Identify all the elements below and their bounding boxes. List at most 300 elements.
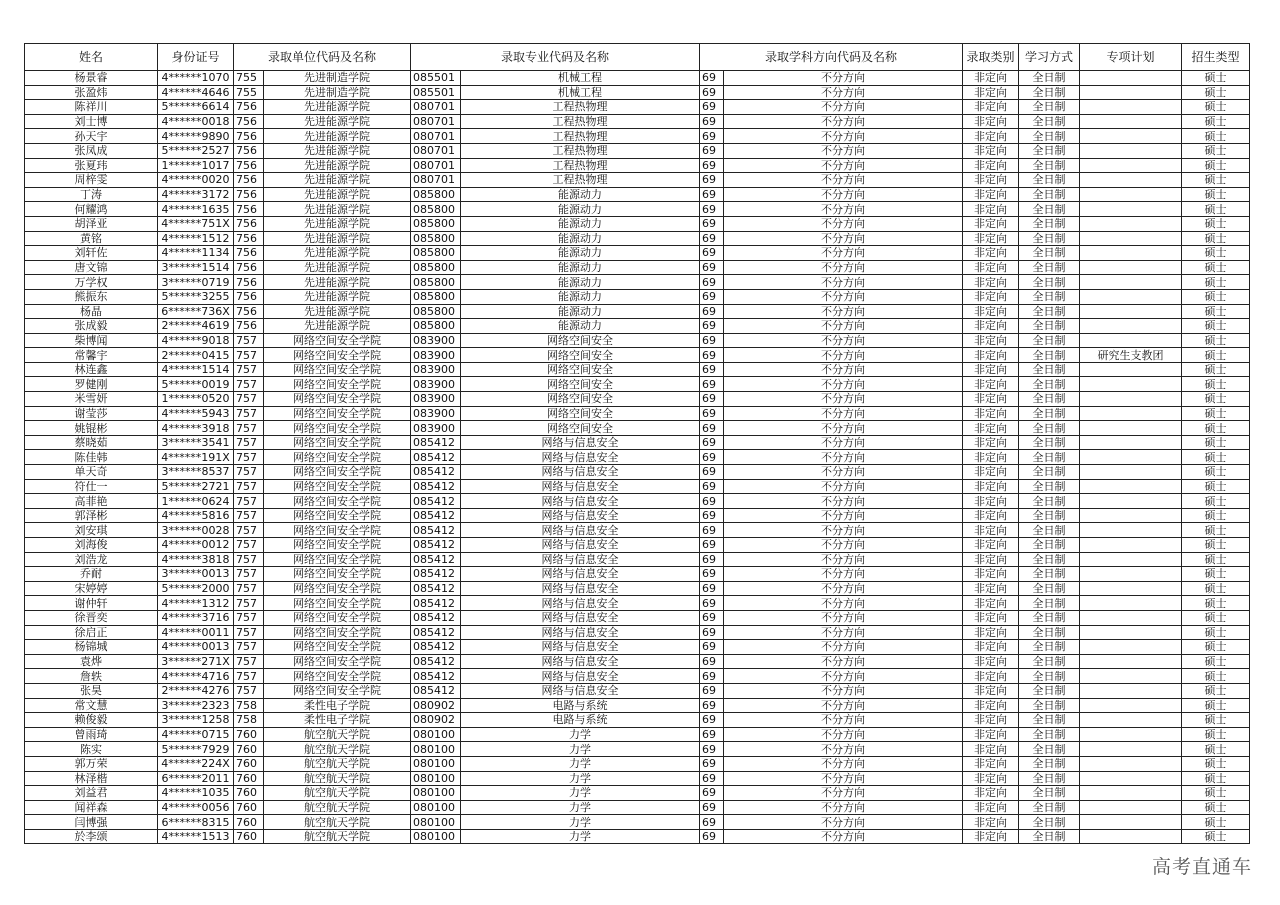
- study-mode-cell: 全日制: [1019, 231, 1080, 246]
- admission-category-cell: 非定向: [963, 727, 1019, 742]
- special-plan-cell: [1080, 771, 1182, 786]
- major-code-cell: 085412: [411, 625, 461, 640]
- id-number-cell: 4******0715: [158, 727, 234, 742]
- major-code-cell: 080100: [411, 786, 461, 801]
- admission-category-cell: 非定向: [963, 421, 1019, 436]
- unit-name-cell: 先进能源学院: [264, 173, 411, 188]
- study-mode-cell: 全日制: [1019, 275, 1080, 290]
- name-cell: 詹轶: [25, 669, 158, 684]
- header-name: 姓名: [25, 44, 158, 71]
- direction-code-cell: 69: [700, 158, 724, 173]
- unit-name-cell: 先进能源学院: [264, 187, 411, 202]
- special-plan-cell: [1080, 742, 1182, 757]
- enrollment-type-cell: 硕士: [1182, 771, 1250, 786]
- id-number-cell: 4******3716: [158, 610, 234, 625]
- study-mode-cell: 全日制: [1019, 129, 1080, 144]
- special-plan-cell: [1080, 377, 1182, 392]
- admission-category-cell: 非定向: [963, 756, 1019, 771]
- name-cell: 刘安琪: [25, 523, 158, 538]
- unit-code-cell: 756: [234, 158, 264, 173]
- direction-name-cell: 不分方向: [724, 698, 963, 713]
- unit-code-cell: 757: [234, 348, 264, 363]
- major-code-cell: 080701: [411, 114, 461, 129]
- enrollment-type-cell: 硕士: [1182, 392, 1250, 407]
- enrollment-type-cell: 硕士: [1182, 508, 1250, 523]
- direction-name-cell: 不分方向: [724, 421, 963, 436]
- table-row: [25, 523, 1250, 538]
- name-cell: 丁涛: [25, 187, 158, 202]
- study-mode-cell: 全日制: [1019, 625, 1080, 640]
- unit-code-cell: 757: [234, 435, 264, 450]
- special-plan-cell: [1080, 786, 1182, 801]
- unit-name-cell: 航空航天学院: [264, 815, 411, 830]
- name-cell: 柴博闻: [25, 333, 158, 348]
- enrollment-type-cell: 硕士: [1182, 71, 1250, 86]
- unit-name-cell: 航空航天学院: [264, 756, 411, 771]
- study-mode-cell: 全日制: [1019, 713, 1080, 728]
- name-cell: 周梓雯: [25, 173, 158, 188]
- unit-code-cell: 757: [234, 625, 264, 640]
- direction-name-cell: 不分方向: [724, 333, 963, 348]
- direction-name-cell: 不分方向: [724, 742, 963, 757]
- table-row: [25, 610, 1250, 625]
- admission-category-cell: 非定向: [963, 742, 1019, 757]
- major-code-cell: 080701: [411, 129, 461, 144]
- id-number-cell: 2******0415: [158, 348, 234, 363]
- major-name-cell: 能源动力: [461, 202, 700, 217]
- direction-code-cell: 69: [700, 406, 724, 421]
- direction-code-cell: 69: [700, 654, 724, 669]
- admission-category-cell: 非定向: [963, 567, 1019, 582]
- unit-name-cell: 先进制造学院: [264, 85, 411, 100]
- unit-name-cell: 柔性电子学院: [264, 698, 411, 713]
- study-mode-cell: 全日制: [1019, 71, 1080, 86]
- unit-code-cell: 756: [234, 143, 264, 158]
- study-mode-cell: 全日制: [1019, 450, 1080, 465]
- direction-name-cell: 不分方向: [724, 508, 963, 523]
- enrollment-type-cell: 硕士: [1182, 173, 1250, 188]
- special-plan-cell: [1080, 173, 1182, 188]
- special-plan-cell: [1080, 800, 1182, 815]
- id-number-cell: 5******7929: [158, 742, 234, 757]
- special-plan-cell: [1080, 727, 1182, 742]
- name-cell: 杨锦城: [25, 640, 158, 655]
- name-cell: 常文慧: [25, 698, 158, 713]
- unit-code-cell: 755: [234, 71, 264, 86]
- study-mode-cell: 全日制: [1019, 640, 1080, 655]
- header-enrollment-type: 招生类型: [1182, 44, 1250, 71]
- id-number-cell: 4******0011: [158, 625, 234, 640]
- id-number-cell: 5******2721: [158, 479, 234, 494]
- special-plan-cell: [1080, 654, 1182, 669]
- name-cell: 符仕一: [25, 479, 158, 494]
- major-name-cell: 网络与信息安全: [461, 494, 700, 509]
- major-code-cell: 080100: [411, 742, 461, 757]
- direction-code-cell: 69: [700, 392, 724, 407]
- major-code-cell: 085412: [411, 523, 461, 538]
- major-name-cell: 力学: [461, 815, 700, 830]
- unit-code-cell: 756: [234, 304, 264, 319]
- id-number-cell: 5******0019: [158, 377, 234, 392]
- id-number-cell: 4******3918: [158, 421, 234, 436]
- name-cell: 张凤成: [25, 143, 158, 158]
- id-number-cell: 4******1134: [158, 246, 234, 261]
- direction-name-cell: 不分方向: [724, 187, 963, 202]
- study-mode-cell: 全日制: [1019, 596, 1080, 611]
- table-row: [25, 450, 1250, 465]
- direction-code-cell: 69: [700, 129, 724, 144]
- name-cell: 於李颂: [25, 829, 158, 844]
- major-name-cell: 能源动力: [461, 246, 700, 261]
- direction-name-cell: 不分方向: [724, 348, 963, 363]
- special-plan-cell: [1080, 319, 1182, 334]
- direction-code-cell: 69: [700, 202, 724, 217]
- direction-code-cell: 69: [700, 100, 724, 115]
- header-special-plan: 专项计划: [1080, 44, 1182, 71]
- direction-code-cell: 69: [700, 231, 724, 246]
- study-mode-cell: 全日制: [1019, 552, 1080, 567]
- name-cell: 张夏玮: [25, 158, 158, 173]
- admission-category-cell: 非定向: [963, 289, 1019, 304]
- enrollment-type-cell: 硕士: [1182, 727, 1250, 742]
- major-name-cell: 网络空间安全: [461, 377, 700, 392]
- table-body: [25, 71, 1250, 844]
- study-mode-cell: 全日制: [1019, 494, 1080, 509]
- unit-code-cell: 760: [234, 727, 264, 742]
- unit-name-cell: 先进能源学院: [264, 216, 411, 231]
- study-mode-cell: 全日制: [1019, 392, 1080, 407]
- study-mode-cell: 全日制: [1019, 786, 1080, 801]
- unit-code-cell: 757: [234, 567, 264, 582]
- direction-name-cell: 不分方向: [724, 114, 963, 129]
- direction-name-cell: 不分方向: [724, 771, 963, 786]
- direction-name-cell: 不分方向: [724, 756, 963, 771]
- id-number-cell: 1******1017: [158, 158, 234, 173]
- name-cell: 林连鑫: [25, 362, 158, 377]
- unit-name-cell: 网络空间安全学院: [264, 348, 411, 363]
- table-row: [25, 216, 1250, 231]
- special-plan-cell: [1080, 494, 1182, 509]
- table-row: [25, 289, 1250, 304]
- major-name-cell: 力学: [461, 771, 700, 786]
- table-header-row: [25, 44, 1250, 71]
- name-cell: 郭万荣: [25, 756, 158, 771]
- major-code-cell: 083900: [411, 421, 461, 436]
- id-number-cell: 4******1635: [158, 202, 234, 217]
- direction-code-cell: 69: [700, 435, 724, 450]
- admission-category-cell: 非定向: [963, 319, 1019, 334]
- unit-code-cell: 757: [234, 392, 264, 407]
- special-plan-cell: [1080, 669, 1182, 684]
- direction-name-cell: 不分方向: [724, 71, 963, 86]
- id-number-cell: 4******5943: [158, 406, 234, 421]
- id-number-cell: 4******751X: [158, 216, 234, 231]
- study-mode-cell: 全日制: [1019, 771, 1080, 786]
- table-row: [25, 756, 1250, 771]
- header-admission-category: 录取类别: [963, 44, 1019, 71]
- major-code-cell: 080701: [411, 158, 461, 173]
- id-number-cell: 3******1514: [158, 260, 234, 275]
- direction-code-cell: 69: [700, 450, 724, 465]
- major-code-cell: 080100: [411, 727, 461, 742]
- study-mode-cell: 全日制: [1019, 756, 1080, 771]
- major-code-cell: 085800: [411, 246, 461, 261]
- study-mode-cell: 全日制: [1019, 348, 1080, 363]
- major-code-cell: 080100: [411, 771, 461, 786]
- major-code-cell: 085412: [411, 508, 461, 523]
- unit-code-cell: 757: [234, 552, 264, 567]
- table-row: [25, 669, 1250, 684]
- major-code-cell: 085412: [411, 683, 461, 698]
- enrollment-type-cell: 硕士: [1182, 435, 1250, 450]
- table-row: [25, 538, 1250, 553]
- name-cell: 袁烨: [25, 654, 158, 669]
- id-number-cell: 4******1513: [158, 829, 234, 844]
- enrollment-type-cell: 硕士: [1182, 756, 1250, 771]
- unit-code-cell: 756: [234, 231, 264, 246]
- direction-name-cell: 不分方向: [724, 202, 963, 217]
- direction-name-cell: 不分方向: [724, 392, 963, 407]
- unit-code-cell: 758: [234, 698, 264, 713]
- table-row: [25, 683, 1250, 698]
- unit-code-cell: 757: [234, 450, 264, 465]
- direction-name-cell: 不分方向: [724, 465, 963, 480]
- id-number-cell: 4******1312: [158, 596, 234, 611]
- special-plan-cell: [1080, 275, 1182, 290]
- major-code-cell: 085412: [411, 479, 461, 494]
- enrollment-type-cell: 硕士: [1182, 494, 1250, 509]
- table-row: [25, 596, 1250, 611]
- major-name-cell: 工程热物理: [461, 143, 700, 158]
- special-plan-cell: [1080, 216, 1182, 231]
- table-row: [25, 100, 1250, 115]
- name-cell: 杨晶: [25, 304, 158, 319]
- unit-code-cell: 760: [234, 756, 264, 771]
- name-cell: 乔耐: [25, 567, 158, 582]
- major-name-cell: 电路与系统: [461, 713, 700, 728]
- unit-code-cell: 757: [234, 640, 264, 655]
- major-name-cell: 网络与信息安全: [461, 538, 700, 553]
- name-cell: 常馨宇: [25, 348, 158, 363]
- special-plan-cell: [1080, 756, 1182, 771]
- admission-category-cell: 非定向: [963, 304, 1019, 319]
- direction-name-cell: 不分方向: [724, 800, 963, 815]
- admission-category-cell: 非定向: [963, 348, 1019, 363]
- name-cell: 姚锟彬: [25, 421, 158, 436]
- major-name-cell: 网络空间安全: [461, 392, 700, 407]
- enrollment-type-cell: 硕士: [1182, 143, 1250, 158]
- special-plan-cell: [1080, 683, 1182, 698]
- study-mode-cell: 全日制: [1019, 216, 1080, 231]
- unit-code-cell: 757: [234, 508, 264, 523]
- major-name-cell: 工程热物理: [461, 173, 700, 188]
- direction-name-cell: 不分方向: [724, 216, 963, 231]
- study-mode-cell: 全日制: [1019, 246, 1080, 261]
- major-name-cell: 能源动力: [461, 260, 700, 275]
- admission-category-cell: 非定向: [963, 275, 1019, 290]
- unit-code-cell: 756: [234, 202, 264, 217]
- special-plan-cell: [1080, 85, 1182, 100]
- special-plan-cell: [1080, 523, 1182, 538]
- major-name-cell: 力学: [461, 742, 700, 757]
- table-row: [25, 114, 1250, 129]
- direction-name-cell: 不分方向: [724, 275, 963, 290]
- admission-category-cell: 非定向: [963, 508, 1019, 523]
- id-number-cell: 3******0028: [158, 523, 234, 538]
- direction-code-cell: 69: [700, 421, 724, 436]
- admission-category-cell: 非定向: [963, 85, 1019, 100]
- id-number-cell: 2******4619: [158, 319, 234, 334]
- enrollment-type-cell: 硕士: [1182, 333, 1250, 348]
- unit-name-cell: 网络空间安全学院: [264, 640, 411, 655]
- special-plan-cell: [1080, 333, 1182, 348]
- direction-code-cell: 69: [700, 567, 724, 582]
- enrollment-type-cell: 硕士: [1182, 654, 1250, 669]
- study-mode-cell: 全日制: [1019, 669, 1080, 684]
- major-code-cell: 080701: [411, 143, 461, 158]
- major-name-cell: 力学: [461, 829, 700, 844]
- unit-code-cell: 756: [234, 275, 264, 290]
- direction-code-cell: 69: [700, 581, 724, 596]
- direction-name-cell: 不分方向: [724, 538, 963, 553]
- special-plan-cell: [1080, 596, 1182, 611]
- id-number-cell: 1******0520: [158, 392, 234, 407]
- direction-code-cell: 69: [700, 304, 724, 319]
- name-cell: 曾雨琦: [25, 727, 158, 742]
- major-name-cell: 能源动力: [461, 304, 700, 319]
- table-row: [25, 508, 1250, 523]
- direction-code-cell: 69: [700, 800, 724, 815]
- name-cell: 罗健刚: [25, 377, 158, 392]
- admission-category-cell: 非定向: [963, 114, 1019, 129]
- major-code-cell: 080100: [411, 756, 461, 771]
- table-row: [25, 640, 1250, 655]
- name-cell: 孙天宇: [25, 129, 158, 144]
- id-number-cell: 3******0013: [158, 567, 234, 582]
- unit-code-cell: 757: [234, 669, 264, 684]
- major-code-cell: 080701: [411, 100, 461, 115]
- enrollment-type-cell: 硕士: [1182, 479, 1250, 494]
- name-cell: 张昊: [25, 683, 158, 698]
- unit-name-cell: 网络空间安全学院: [264, 450, 411, 465]
- direction-name-cell: 不分方向: [724, 640, 963, 655]
- major-code-cell: 085412: [411, 538, 461, 553]
- admission-category-cell: 非定向: [963, 129, 1019, 144]
- major-name-cell: 网络与信息安全: [461, 683, 700, 698]
- major-code-cell: 083900: [411, 392, 461, 407]
- id-number-cell: 4******0020: [158, 173, 234, 188]
- admission-category-cell: 非定向: [963, 523, 1019, 538]
- direction-name-cell: 不分方向: [724, 786, 963, 801]
- enrollment-type-cell: 硕士: [1182, 421, 1250, 436]
- major-name-cell: 网络与信息安全: [461, 669, 700, 684]
- direction-name-cell: 不分方向: [724, 304, 963, 319]
- direction-name-cell: 不分方向: [724, 85, 963, 100]
- study-mode-cell: 全日制: [1019, 479, 1080, 494]
- unit-code-cell: 756: [234, 187, 264, 202]
- special-plan-cell: [1080, 567, 1182, 582]
- major-name-cell: 能源动力: [461, 231, 700, 246]
- admission-category-cell: 非定向: [963, 143, 1019, 158]
- unit-name-cell: 先进能源学院: [264, 100, 411, 115]
- table-row: [25, 625, 1250, 640]
- unit-code-cell: 757: [234, 494, 264, 509]
- major-name-cell: 工程热物理: [461, 100, 700, 115]
- direction-code-cell: 69: [700, 508, 724, 523]
- major-code-cell: 085501: [411, 71, 461, 86]
- special-plan-cell: [1080, 362, 1182, 377]
- name-cell: 陈佳韩: [25, 450, 158, 465]
- unit-name-cell: 网络空间安全学院: [264, 596, 411, 611]
- direction-code-cell: 69: [700, 625, 724, 640]
- special-plan-cell: [1080, 421, 1182, 436]
- special-plan-cell: [1080, 552, 1182, 567]
- table-row: [25, 479, 1250, 494]
- admission-category-cell: 非定向: [963, 216, 1019, 231]
- name-cell: 陈实: [25, 742, 158, 757]
- direction-name-cell: 不分方向: [724, 406, 963, 421]
- study-mode-cell: 全日制: [1019, 319, 1080, 334]
- admission-category-cell: 非定向: [963, 625, 1019, 640]
- name-cell: 刘海俊: [25, 538, 158, 553]
- unit-code-cell: 760: [234, 829, 264, 844]
- direction-code-cell: 69: [700, 216, 724, 231]
- admission-category-cell: 非定向: [963, 640, 1019, 655]
- admission-category-cell: 非定向: [963, 100, 1019, 115]
- name-cell: 徐启正: [25, 625, 158, 640]
- admission-category-cell: 非定向: [963, 610, 1019, 625]
- header-study-mode: 学习方式: [1019, 44, 1080, 71]
- special-plan-cell: [1080, 508, 1182, 523]
- enrollment-type-cell: 硕士: [1182, 187, 1250, 202]
- unit-name-cell: 网络空间安全学院: [264, 392, 411, 407]
- enrollment-type-cell: 硕士: [1182, 683, 1250, 698]
- direction-name-cell: 不分方向: [724, 713, 963, 728]
- unit-name-cell: 网络空间安全学院: [264, 523, 411, 538]
- id-number-cell: 4******191X: [158, 450, 234, 465]
- direction-code-cell: 69: [700, 829, 724, 844]
- direction-code-cell: 69: [700, 260, 724, 275]
- direction-name-cell: 不分方向: [724, 129, 963, 144]
- direction-name-cell: 不分方向: [724, 479, 963, 494]
- major-name-cell: 网络与信息安全: [461, 581, 700, 596]
- study-mode-cell: 全日制: [1019, 523, 1080, 538]
- unit-name-cell: 网络空间安全学院: [264, 669, 411, 684]
- id-number-cell: 4******3818: [158, 552, 234, 567]
- enrollment-type-cell: 硕士: [1182, 100, 1250, 115]
- enrollment-type-cell: 硕士: [1182, 815, 1250, 830]
- enrollment-type-cell: 硕士: [1182, 640, 1250, 655]
- direction-code-cell: 69: [700, 640, 724, 655]
- enrollment-type-cell: 硕士: [1182, 450, 1250, 465]
- major-code-cell: 080902: [411, 713, 461, 728]
- id-number-cell: 3******1258: [158, 713, 234, 728]
- major-code-cell: 085412: [411, 465, 461, 480]
- unit-name-cell: 网络空间安全学院: [264, 362, 411, 377]
- direction-name-cell: 不分方向: [724, 552, 963, 567]
- table-row: [25, 246, 1250, 261]
- table-row: [25, 362, 1250, 377]
- name-cell: 林泽楷: [25, 771, 158, 786]
- enrollment-type-cell: 硕士: [1182, 216, 1250, 231]
- unit-name-cell: 航空航天学院: [264, 800, 411, 815]
- name-cell: 徐晋奕: [25, 610, 158, 625]
- special-plan-cell: [1080, 815, 1182, 830]
- name-cell: 高菲艳: [25, 494, 158, 509]
- study-mode-cell: 全日制: [1019, 508, 1080, 523]
- table-row: [25, 742, 1250, 757]
- study-mode-cell: 全日制: [1019, 683, 1080, 698]
